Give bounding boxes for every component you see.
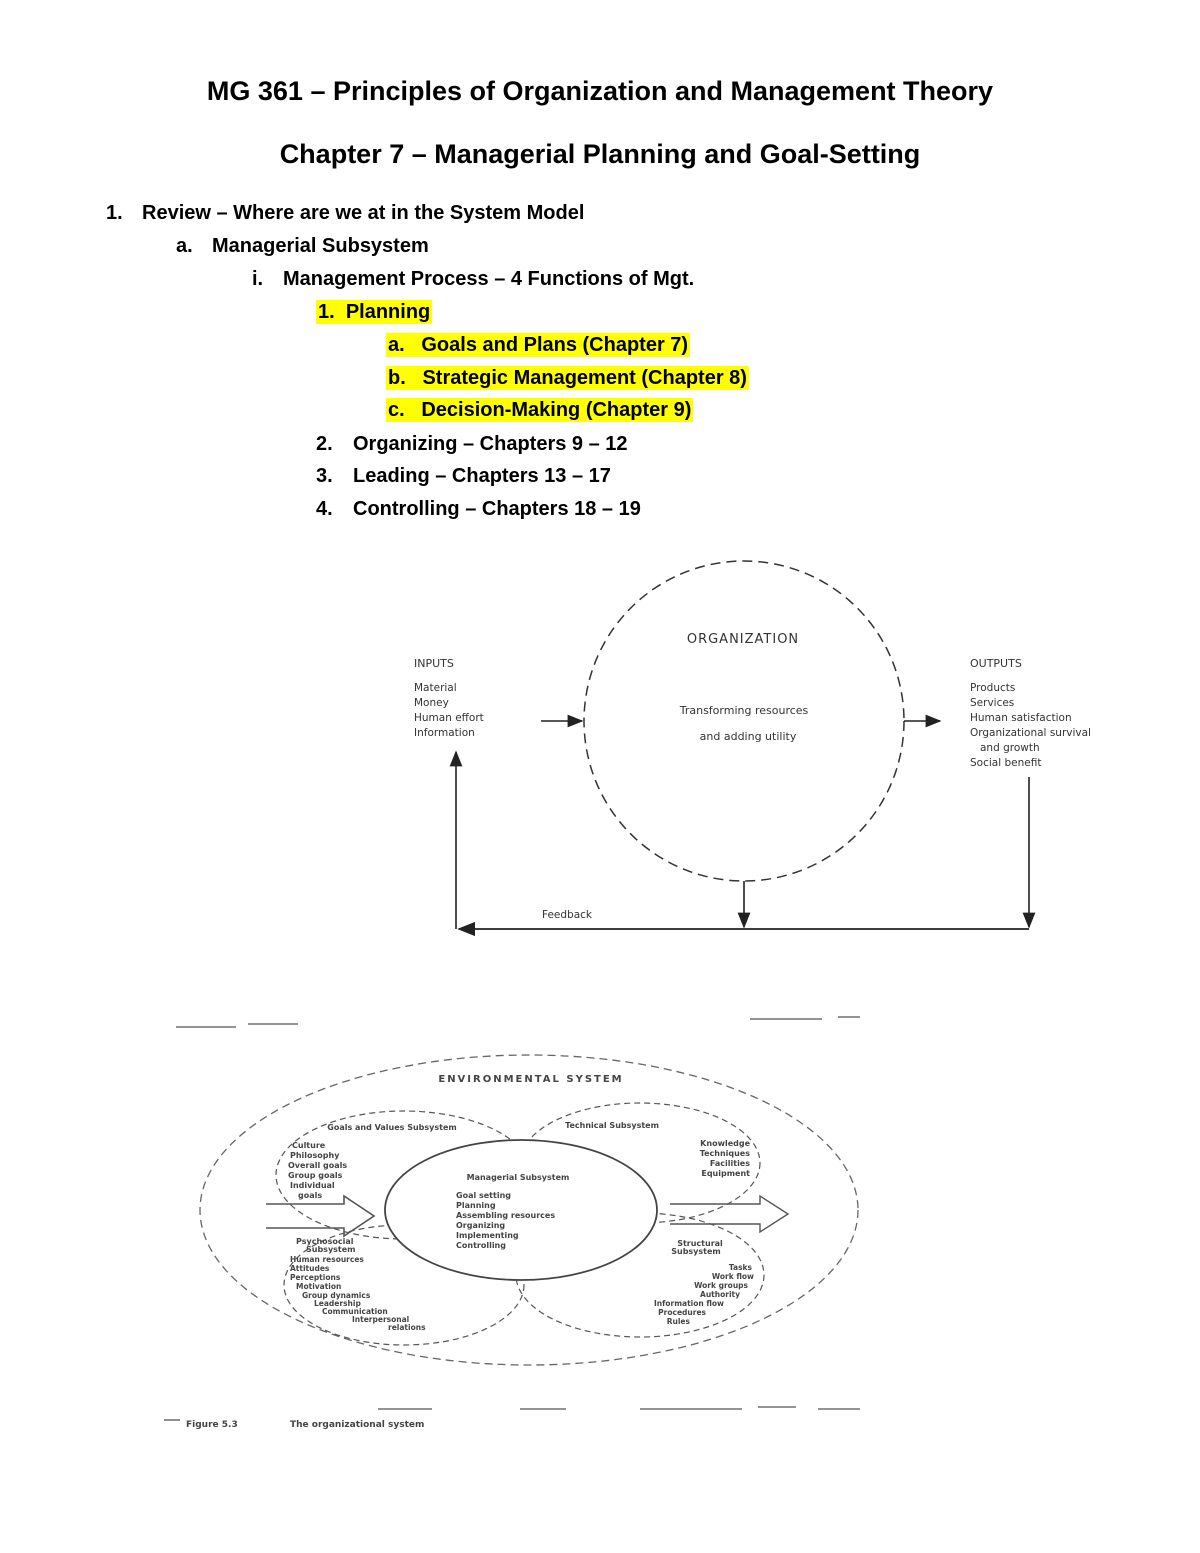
figure-number: Figure 5.3 (186, 1420, 238, 1430)
outline-marker: 1. (106, 202, 123, 224)
input-hollow-arrow (266, 1196, 374, 1236)
technical-item: Facilities (709, 1159, 750, 1168)
outline-marker: b. (388, 367, 406, 389)
structural-item: Information flow (653, 1299, 724, 1308)
outline-text: Managerial Subsystem (212, 235, 429, 257)
psychosocial-item: Perceptions (290, 1273, 341, 1282)
output-item: Human satisfaction (970, 712, 1072, 724)
managerial-item: Assembling resources (456, 1211, 556, 1220)
goals-item: goals (298, 1191, 323, 1200)
outline-text: Strategic Management (Chapter 8) (422, 367, 747, 389)
psychosocial-title: Subsystem (306, 1245, 356, 1254)
input-item: Money (414, 697, 449, 709)
structural-title: Structural (677, 1239, 723, 1248)
output-item: and growth (980, 742, 1040, 754)
managerial-item: Planning (456, 1201, 496, 1210)
managerial-title: Managerial Subsystem (466, 1173, 570, 1182)
output-item: Products (970, 682, 1016, 694)
transform-line-1: Transforming resources (679, 704, 809, 717)
goals-item: Philosophy (290, 1151, 340, 1160)
outline-marker: a. (176, 235, 193, 257)
technical-item: Techniques (699, 1149, 750, 1158)
managerial-ellipse (385, 1140, 657, 1280)
chapter-title: Chapter 7 – Managerial Planning and Goal-Setting (279, 139, 921, 169)
psychosocial-item: Group dynamics (302, 1291, 371, 1300)
figure-caption: The organizational system (290, 1420, 425, 1430)
psychosocial-item: Communication (322, 1307, 388, 1316)
course-title: MG 361 – Principles of Organization and Management Theory (206, 76, 994, 106)
outline-marker: i. (252, 268, 264, 290)
output-item: Organizational survival (970, 727, 1091, 739)
technical-title: Technical Subsystem (565, 1121, 659, 1130)
input-item: Information (414, 727, 475, 739)
output-hollow-arrow (670, 1196, 788, 1232)
structural-item: Authority (700, 1290, 740, 1299)
input-item: Human effort (414, 712, 484, 724)
inputs-title: INPUTS (414, 657, 454, 670)
outline-marker: 3. (316, 465, 333, 487)
structural-item: Tasks (728, 1263, 752, 1272)
transform-line-2: and adding utility (699, 730, 797, 743)
outline-text: Leading – Chapters 13 – 17 (353, 465, 611, 487)
structural-item: Rules (666, 1317, 690, 1326)
technical-item: Knowledge (700, 1139, 750, 1148)
outline-text: Planning (345, 301, 431, 323)
outline-text: Goals and Plans (Chapter 7) (421, 334, 689, 356)
input-item: Material (414, 682, 457, 694)
outline-text: Organizing – Chapters 9 – 12 (353, 433, 628, 455)
organization-label: ORGANIZATION (686, 632, 800, 647)
goals-item: Overall goals (288, 1161, 348, 1170)
outline-text: Review – Where are we at in the System Model (142, 202, 585, 224)
structural-item: Work flow (711, 1272, 754, 1281)
psychosocial-title: Psychosocial (296, 1237, 354, 1246)
psychosocial-item: Motivation (296, 1282, 342, 1291)
psychosocial-item: Attitudes (290, 1264, 330, 1273)
outline-marker: 4. (316, 498, 333, 520)
structural-item: Work groups (694, 1281, 748, 1290)
managerial-item: Organizing (456, 1221, 506, 1230)
goals-item: Culture (292, 1141, 326, 1150)
outputs-title: OUTPUTS (970, 657, 1022, 670)
psychosocial-item: Leadership (314, 1299, 361, 1308)
outline-marker: 1. (318, 301, 335, 323)
managerial-item: Goal setting (456, 1191, 511, 1200)
environment-label: ENVIRONMENTAL SYSTEM (438, 1074, 624, 1085)
outline-text: Controlling – Chapters 18 – 19 (353, 498, 641, 520)
technical-item: Equipment (701, 1169, 750, 1178)
managerial-item: Implementing (456, 1231, 519, 1240)
structural-item: Procedures (658, 1308, 706, 1317)
outline-marker: a. (388, 334, 405, 356)
goals-item: Individual (290, 1181, 335, 1190)
structural-title: Subsystem (671, 1247, 721, 1256)
managerial-item: Controlling (456, 1241, 506, 1250)
feedback-label: Feedback (542, 909, 593, 921)
psychosocial-item: Interpersonal (352, 1315, 410, 1324)
output-item: Social benefit (970, 757, 1042, 769)
goals-item: Group goals (288, 1171, 343, 1180)
goals-title: Goals and Values Subsystem (327, 1123, 457, 1132)
outline-text: Decision-Making (Chapter 9) (421, 399, 692, 421)
outline-marker: c. (388, 399, 405, 421)
psychosocial-item: relations (388, 1323, 426, 1332)
outline-text: Management Process – 4 Functions of Mgt. (283, 268, 695, 290)
outline-marker: 2. (316, 433, 333, 455)
psychosocial-item: Human resources (290, 1255, 364, 1264)
output-item: Services (970, 697, 1015, 709)
